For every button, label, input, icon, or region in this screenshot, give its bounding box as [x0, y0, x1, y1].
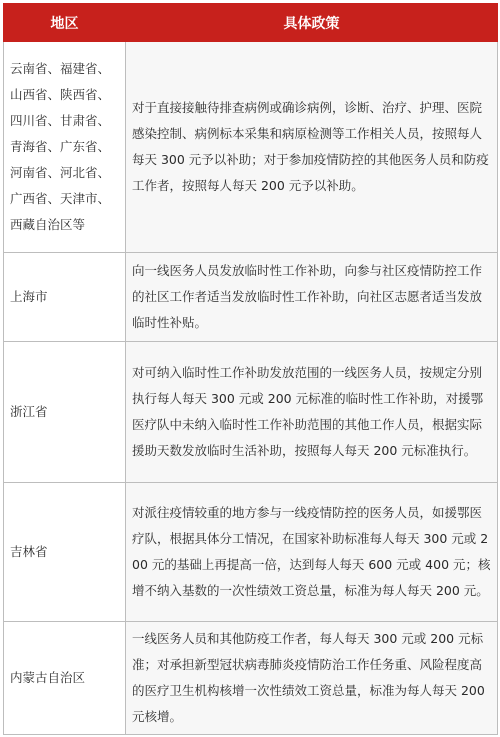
table-row — [4, 483, 498, 622]
policy-table — [3, 3, 498, 735]
policy-cell: 对于直接接触待排查病例或确诊病例，诊断、治疗、护理、医院感染控制、病例标本采集和病原检测等工作相关人员，按照每人每天 300 元予以补助；对于参加疫情防控的其他医务人员和防疫工作者，按照每人每天 200 元予以补助。 — [126, 42, 498, 253]
policy-cell: 对可纳入临时性工作补助发放范围的一线医务人员，按规定分别执行每人每天 300 元或 200 元标准的临时性工作补助，对援鄂医疗队中未纳入临时性工作补助范围的其他工作人员，根据实际援助天数发放临时生活补助，按照每人每天 200 元标准执行。 — [126, 342, 498, 483]
policy-column-header: 具体政策 — [126, 4, 498, 42]
region-cell: 上海市 — [4, 253, 126, 342]
policy-cell: 向一线医务人员发放临时性工作补助，向参与社区疫情防控工作的社区工作者适当发放临时性工作补助，向社区志愿者适当发放临时性补贴。 — [126, 253, 498, 342]
region-cell: 内蒙古自治区 — [4, 622, 126, 735]
table-row — [4, 253, 498, 342]
region-cell: 云南省、福建省、山西省、陕西省、四川省、甘肃省、青海省、广东省、河南省、河北省、广西省、天津市、西藏自治区等 — [4, 42, 126, 253]
table-row — [4, 42, 498, 253]
table-header-row — [4, 4, 498, 42]
policy-cell: 一线医务人员和其他防疫工作者，每人每天 300 元或 200 元标准；对承担新型冠状病毒肺炎疫情防治工作任务重、风险程度高的医疗卫生机构核增一次性绩效工资总量，标准为每人每天 200 元核增。 — [126, 622, 498, 735]
policy-cell: 对派往疫情较重的地方参与一线疫情防控的医务人员，如援鄂医疗队，根据具体分工情况，在国家补助标准每人每天 300 元或 200 元的基础上再提高一倍，达到每人每天 600 元或 400 元；核增不纳入基数的一次性绩效工资总量，标准为每人每天 200 元。 — [126, 483, 498, 622]
region-cell: 浙江省 — [4, 342, 126, 483]
table-row — [4, 342, 498, 483]
region-cell: 吉林省 — [4, 483, 126, 622]
region-column-header: 地区 — [4, 4, 126, 42]
table-row — [4, 622, 498, 735]
